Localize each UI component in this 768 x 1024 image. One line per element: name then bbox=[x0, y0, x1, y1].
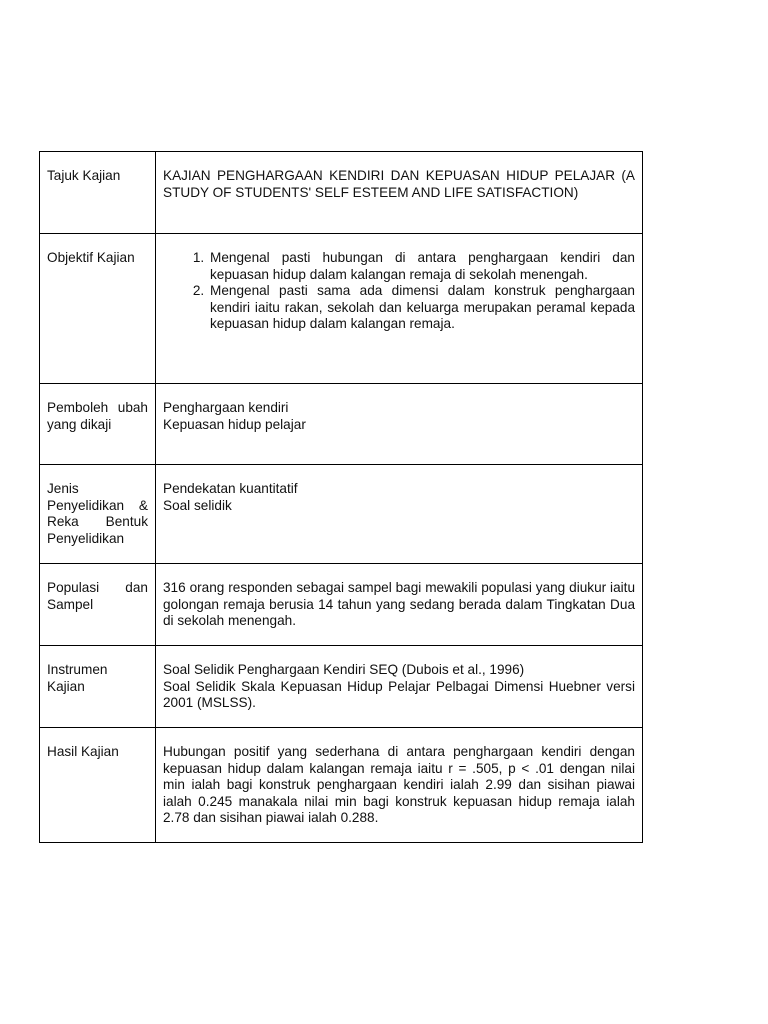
list-item: 2. Mengenal pasti sama ada dimensi dalam konstruk penghargaan kendiri iaitu rakan, sekolah dan keluarga merupakan peramal kepada kepuasan hidup dalam kalangan remaja. bbox=[208, 283, 635, 333]
row-label: Objektif Kajian bbox=[40, 234, 156, 384]
row-value bbox=[156, 564, 643, 646]
row-label: Pemboleh ubah yang dikaji bbox=[40, 384, 156, 465]
cell-line: Pendekatan kuantitatif bbox=[163, 481, 298, 496]
row-value bbox=[156, 384, 643, 465]
table-row-populasi-sampel bbox=[40, 564, 643, 646]
table-row-pemboleh-ubah bbox=[40, 384, 643, 465]
cell-line: Soal Selidik Penghargaan Kendiri SEQ (Dubois et al., 1996) bbox=[163, 662, 525, 677]
study-title: KAJIAN PENGHARGAAN KENDIRI DAN KEPUASAN HIDUP PELAJAR (A STUDY OF STUDENTS' SELF ESTEEM AND LIFE SATISFACTION) bbox=[163, 168, 635, 200]
row-value bbox=[156, 152, 643, 234]
table-row-jenis-penyelidikan bbox=[40, 465, 643, 564]
cell-line: Soal Selidik Skala Kepuasan Hidup Pelajar Pelbagai Dimensi Huebner versi 2001 (MSLSS). bbox=[163, 678, 635, 711]
row-label: Jenis Penyelidikan & Reka Bentuk Penyelidikan bbox=[40, 465, 156, 564]
cell-line: Kepuasan hidup pelajar bbox=[163, 416, 306, 432]
cell-line: 316 orang responden sebagai sampel bagi mewakili populasi yang diukur iaitu golongan remaja berusia 14 tahun yang sedang berada dalam Tingkatan Dua di sekolah menengah. bbox=[163, 580, 635, 629]
study-summary-table bbox=[39, 151, 643, 843]
row-value bbox=[156, 465, 643, 564]
row-value bbox=[156, 646, 643, 728]
table-row-instrumen-kajian bbox=[40, 646, 643, 728]
row-label: Populasi dan Sampel bbox=[40, 564, 156, 646]
row-label: Instrumen Kajian bbox=[40, 646, 156, 728]
row-value bbox=[156, 728, 643, 843]
list-item: 1. Mengenal pasti hubungan di antara penghargaan kendiri dan kepuasan hidup dalam kalangan remaja di sekolah menengah. bbox=[208, 250, 635, 283]
row-label: Hasil Kajian bbox=[40, 728, 156, 843]
cell-line: Hubungan positif yang sederhana di antara penghargaan kendiri dengan kepuasan hidup dalam kalangan remaja iaitu r = .505, p < .01 dengan nilai min ialah bagi konstruk penghargaan kendiri ialah 2.99 dan sisihan piawai ialah 0.245 manakala nilai min bagi konstruk kepuasan hidup remaja ialah 2.78 dan sisihan piawai ialah 0.288. bbox=[163, 744, 635, 826]
table-row-tajuk-kajian bbox=[40, 152, 643, 234]
cell-line: Soal selidik bbox=[163, 497, 232, 513]
cell-line: Penghargaan kendiri bbox=[163, 400, 289, 415]
row-label: Tajuk Kajian bbox=[40, 152, 156, 234]
row-value bbox=[156, 234, 643, 384]
objective-list bbox=[163, 250, 635, 333]
table-row-objektif-kajian bbox=[40, 234, 643, 384]
table-row-hasil-kajian bbox=[40, 728, 643, 843]
